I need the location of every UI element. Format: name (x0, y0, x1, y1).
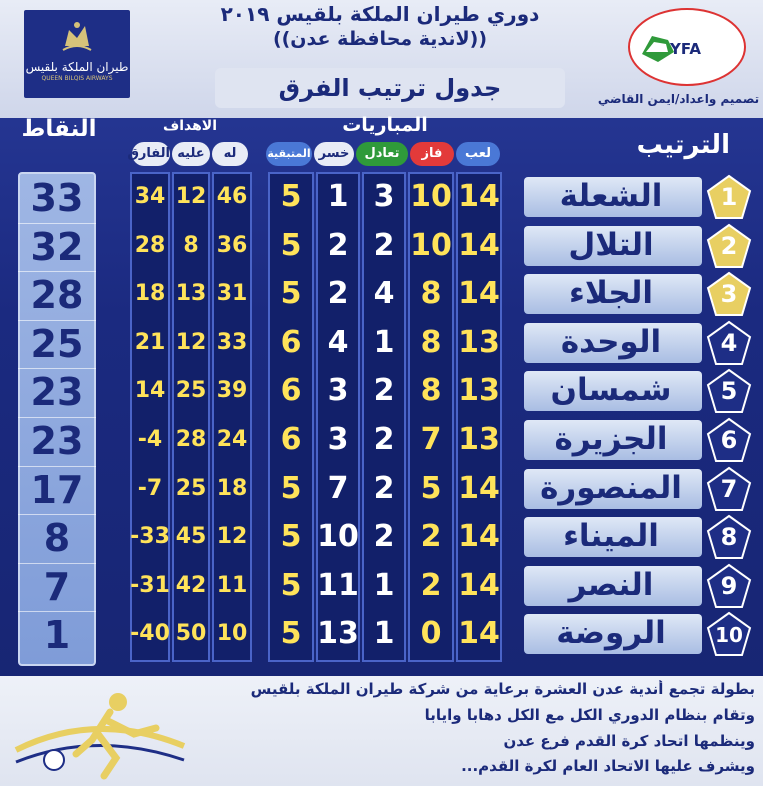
sponsor-name-ar: طيران الملكة بلقيس (25, 60, 129, 74)
points-divider (18, 368, 96, 369)
cell-points: 28 (30, 273, 84, 318)
footer-line-2: وتقام بنظام الدوري الكل مع الكل دهابا وايابا (424, 706, 755, 724)
cell-ga: 25 (175, 475, 207, 501)
cell-ga: 13 (175, 281, 207, 307)
cell-points: 23 (30, 370, 84, 415)
rank-number: 6 (720, 426, 738, 454)
team-name: المنصورة (540, 469, 682, 506)
cell-ga: 45 (175, 524, 207, 550)
points-divider (18, 271, 96, 272)
cell-gd: -31 (130, 572, 170, 598)
rank-number: 5 (720, 377, 738, 406)
rank-badge (706, 223, 752, 269)
cell-gd: -33 (130, 524, 170, 550)
points-divider (18, 611, 96, 612)
cell-gf: 33 (216, 329, 248, 355)
cell-gd: -40 (130, 621, 170, 647)
cell-drawn: 2 (373, 227, 395, 263)
header-remaining: المتبقية (266, 142, 312, 166)
cell-ga: 25 (175, 378, 207, 404)
cell-won: 2 (420, 567, 442, 603)
cell-played: 14 (458, 276, 500, 312)
cell-gd: 21 (134, 329, 166, 355)
rank-number: 4 (720, 328, 738, 357)
cell-won: 7 (420, 422, 442, 457)
header-points: النقاط (21, 116, 97, 142)
table-title: جدول ترتيب الفرق (215, 68, 565, 108)
footer-line-1: بطولة تجمع أندية عدن العشرة برعاية من شركة طيران الملكة بلقيس (250, 680, 755, 698)
points-divider (18, 563, 96, 564)
crown-icon (57, 16, 97, 56)
cell-points: 33 (30, 176, 84, 220)
header-matches: المباريات (342, 114, 428, 136)
cell-drawn: 3 (373, 179, 395, 214)
credit-text: تصميم واعداد/ايمن القاضي (597, 92, 760, 106)
header-rank: الترتيب (636, 130, 730, 160)
rank-badge (706, 320, 752, 366)
team-name: النصر (568, 566, 654, 603)
cell-played: 14 (458, 616, 500, 652)
rank-badge (706, 271, 752, 317)
cell-lost: 2 (327, 276, 349, 312)
cell-points: 8 (43, 516, 71, 561)
cell-gf: 46 (216, 184, 248, 209)
footer-line-4: ويشرف عليها الاتحاد العام لكرة القدم... (461, 757, 755, 775)
cell-gd: 34 (134, 184, 166, 209)
cell-gf: 39 (216, 378, 248, 404)
cell-remaining: 6 (280, 422, 302, 457)
cell-lost: 3 (327, 422, 349, 457)
cell-won: 5 (420, 470, 442, 506)
cell-won: 10 (410, 179, 452, 214)
cell-gd: 28 (134, 232, 166, 258)
header-goals: الاهداف (162, 118, 218, 134)
cell-drawn: 1 (373, 567, 395, 603)
cell-gf: 11 (216, 572, 248, 598)
header-drawn: تعادل (356, 142, 408, 166)
page-title: دوري طيران الملكة بلقيس ٢٠١٩ (220, 2, 540, 26)
cell-played: 14 (458, 567, 500, 603)
cell-gd: 14 (134, 378, 166, 404)
cell-lost: 7 (327, 470, 349, 506)
cell-drawn: 1 (373, 324, 395, 360)
rank-badge (706, 611, 752, 657)
sponsor-logo (24, 10, 130, 98)
cell-remaining: 5 (280, 616, 302, 652)
cell-points: 1 (43, 613, 71, 658)
team-name: الروضة (556, 615, 666, 652)
points-divider (18, 514, 96, 515)
sponsor-name-en: QUEEN BILQIS AIRWAYS (41, 75, 113, 82)
cell-points: 17 (30, 467, 84, 512)
cell-won: 8 (420, 324, 442, 360)
cell-gd: 18 (134, 281, 166, 307)
cell-remaining: 5 (280, 227, 302, 263)
federation-logo (628, 8, 746, 86)
cell-drawn: 2 (373, 519, 395, 555)
cell-gf: 31 (216, 281, 248, 307)
header-lost: خسر (314, 142, 354, 166)
cell-remaining: 5 (280, 179, 302, 214)
rank-badge (706, 368, 752, 414)
cell-remaining: 6 (280, 324, 302, 360)
rank-badge (706, 563, 752, 609)
page-subtitle: ((لاندية محافظة عدن)) (272, 28, 488, 50)
cell-remaining: 5 (280, 276, 302, 312)
cell-gf: 24 (216, 427, 248, 452)
cell-gf: 10 (216, 621, 248, 647)
cell-lost: 3 (327, 373, 349, 409)
cell-points: 25 (30, 321, 84, 366)
team-name: الوحدة (560, 323, 662, 360)
team-name: الجزيرة (554, 421, 668, 457)
cell-lost: 13 (317, 616, 359, 652)
cell-points: 32 (30, 224, 84, 269)
cell-drawn: 4 (373, 276, 395, 312)
header-goals-against: عليه (172, 142, 210, 166)
cell-drawn: 2 (373, 373, 395, 409)
team-name: الشعلة (559, 178, 663, 214)
rank-badge (706, 514, 752, 560)
rank-number: 2 (720, 231, 738, 260)
cell-ga: 12 (175, 329, 207, 355)
header-goals-for: له (212, 142, 248, 166)
cell-lost: 2 (327, 227, 349, 263)
team-name: الميناء (563, 518, 659, 555)
cell-drawn: 2 (373, 470, 395, 506)
header-played: لعب (456, 142, 500, 166)
cell-lost: 10 (317, 519, 359, 555)
rank-number: 7 (720, 474, 738, 503)
cell-gf: 36 (216, 232, 248, 258)
rank-number: 1 (720, 183, 738, 211)
cell-points: 23 (30, 419, 84, 463)
cell-played: 13 (458, 373, 500, 409)
cell-gf: 12 (216, 524, 248, 550)
football-player-icon (6, 680, 186, 784)
cell-won: 0 (420, 616, 442, 652)
cell-played: 13 (458, 422, 500, 457)
points-divider (18, 466, 96, 467)
cell-lost: 1 (327, 179, 349, 214)
team-name: التلال (568, 226, 654, 263)
cell-gd: -7 (137, 475, 163, 501)
cell-gf: 18 (216, 475, 248, 501)
cell-lost: 4 (327, 324, 349, 360)
team-name: شمسان (550, 372, 672, 409)
cell-remaining: 6 (280, 373, 302, 409)
footer-line-3: وينظمها اتحاد كرة القدم فرع عدن (503, 732, 755, 750)
cell-won: 8 (420, 276, 442, 312)
cell-points: 7 (43, 564, 71, 609)
cell-played: 14 (458, 227, 500, 263)
rank-number: 9 (720, 571, 738, 600)
cell-ga: 8 (183, 232, 199, 258)
rank-badge (706, 174, 752, 220)
header-goal-diff: الفارق (132, 142, 170, 166)
points-divider (18, 320, 96, 321)
rank-number: 3 (720, 280, 738, 309)
cell-played: 14 (458, 519, 500, 555)
cell-won: 2 (420, 519, 442, 555)
cell-lost: 11 (317, 567, 359, 603)
cell-played: 14 (458, 179, 500, 214)
cell-ga: 28 (175, 427, 207, 452)
cell-gd: -4 (137, 427, 163, 452)
cell-ga: 12 (175, 184, 207, 209)
header-won: فاز (410, 142, 454, 166)
rank-badge (706, 417, 752, 463)
cell-remaining: 5 (280, 519, 302, 555)
points-divider (18, 417, 96, 418)
team-name: الجلاء (569, 275, 653, 312)
points-divider (18, 223, 96, 224)
cell-played: 14 (458, 470, 500, 506)
cell-won: 10 (410, 227, 452, 263)
cell-won: 8 (420, 373, 442, 409)
cell-ga: 50 (175, 621, 207, 647)
rank-number: 8 (720, 523, 738, 552)
cell-played: 13 (458, 324, 500, 360)
cell-drawn: 2 (373, 422, 395, 457)
rank-badge (706, 466, 752, 512)
federation-logo-text: YFA (670, 40, 701, 58)
cell-remaining: 5 (280, 470, 302, 506)
cell-drawn: 1 (373, 616, 395, 652)
rank-number: 10 (715, 623, 743, 648)
cell-ga: 42 (175, 572, 207, 598)
cell-remaining: 5 (280, 567, 302, 603)
